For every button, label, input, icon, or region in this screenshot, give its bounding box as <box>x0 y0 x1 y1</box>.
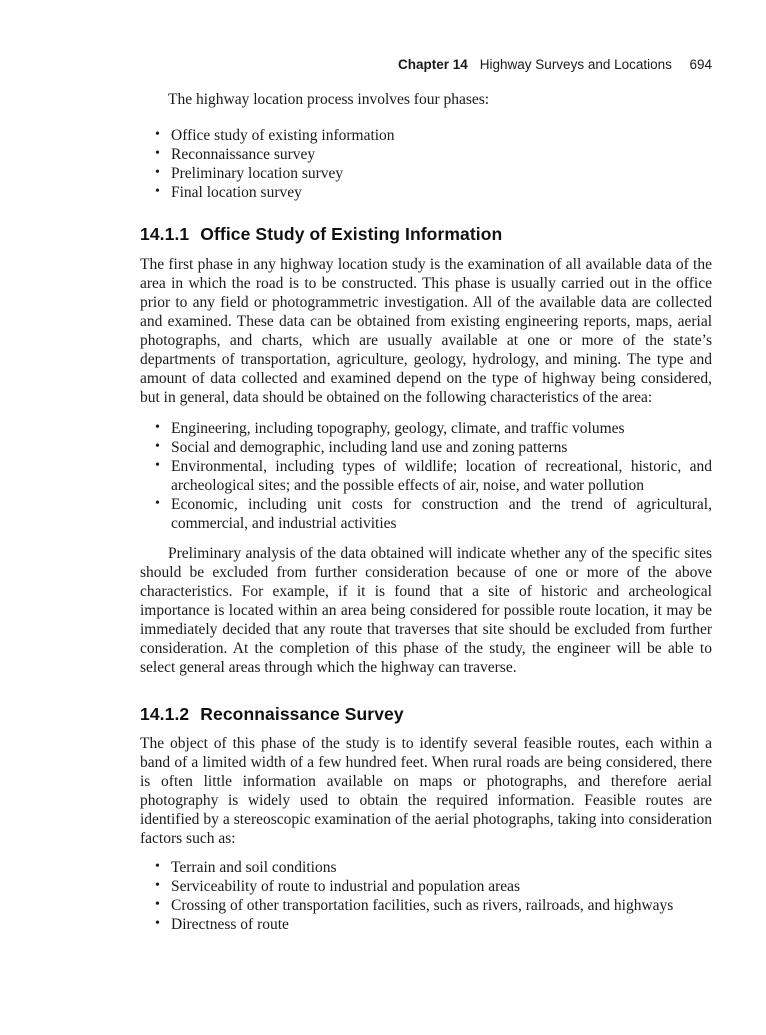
bullet-icon: • <box>155 127 160 142</box>
list-item <box>140 164 712 183</box>
section-heading-office-study <box>140 224 712 244</box>
list-item-text: Social and demographic, including land use and zoning patterns <box>171 439 568 456</box>
list-item-text: Directness of route <box>171 916 289 933</box>
list-item <box>140 438 712 457</box>
list-item-text: Reconnaissance survey <box>171 146 316 163</box>
list-item-text: Office study of existing information <box>171 127 395 144</box>
list-item <box>140 419 712 438</box>
list-item <box>140 896 712 915</box>
page-number: 694 <box>689 57 712 72</box>
bullet-icon: • <box>155 897 160 912</box>
bullet-icon: • <box>155 420 160 435</box>
route-factors-list <box>140 858 712 934</box>
list-item-text: Crossing of other transportation facilities, such as rivers, railroads, and highways <box>171 897 674 914</box>
bullet-icon: • <box>155 458 160 473</box>
reconnaissance-paragraph-1: The object of this phase of the study is to identify several feasible routes, each within a band of a limited width of a few hundred feet. When rural roads are being considered, there is often little information available on maps or photographs, and therefore aerial photography is widely used to obtain the required information. Feasible routes are identified by a stereoscopic examination of the aerial photographs, taking into consideration factors such as: <box>140 735 712 847</box>
bullet-icon: • <box>155 916 160 931</box>
bullet-icon: • <box>155 146 160 161</box>
chapter-label: Chapter 14 <box>398 57 468 72</box>
list-item-text: Environmental, including types of wildlife; location of recreational, historic, and archeological sites; and the possible effects of air, noise, and water pollution <box>171 458 712 494</box>
bullet-icon: • <box>155 439 160 454</box>
bullet-icon: • <box>155 165 160 180</box>
section-number: 14.1.2 <box>140 704 190 724</box>
area-characteristics-list <box>140 419 712 533</box>
section-number: 14.1.1 <box>140 224 190 244</box>
list-item <box>140 126 712 145</box>
chapter-title: Highway Surveys and Locations <box>479 57 672 72</box>
office-study-paragraph-2: Preliminary analysis of the data obtained will indicate whether any of the specific sites should be excluded from further consideration because of one or more of the above characteristics. For example, if it is found that a site of historic and archeological importance is located within an area being considered for possible route location, it may be immediately decided that any route that traverses that site should be excluded from further consideration. At the completion of this phase of the study, the engineer will be able to select general areas through which the highway can traverse. <box>140 545 712 676</box>
list-item <box>140 915 712 934</box>
page-header <box>140 57 712 72</box>
phases-list <box>140 126 712 202</box>
list-item-text: Preliminary location survey <box>171 165 344 182</box>
section-heading-reconnaissance <box>140 704 712 724</box>
bullet-icon: • <box>155 496 160 511</box>
list-item-text: Terrain and soil conditions <box>171 859 337 876</box>
section-title: Office Study of Existing Information <box>200 224 503 244</box>
section-title: Reconnaissance Survey <box>200 704 404 724</box>
list-item <box>140 877 712 896</box>
list-item-text: Engineering, including topography, geology, climate, and traffic volumes <box>171 420 625 437</box>
list-item-text: Final location survey <box>171 184 302 201</box>
bullet-icon: • <box>155 184 160 199</box>
list-item <box>140 457 712 495</box>
list-item <box>140 145 712 164</box>
list-item-text: Serviceability of route to industrial and population areas <box>171 878 521 895</box>
bullet-icon: • <box>155 878 160 893</box>
list-item <box>140 495 712 533</box>
intro-paragraph: The highway location process involves four phases: <box>168 91 490 108</box>
list-item-text: Economic, including unit costs for construction and the trend of agricultural, commercial, and industrial activities <box>171 496 712 532</box>
bullet-icon: • <box>155 859 160 874</box>
list-item <box>140 183 712 202</box>
office-study-paragraph-1: The first phase in any highway location study is the examination of all available data of the area in which the road is to be constructed. This phase is usually carried out in the office prior to any field or photogrammetric investigation. All of the available data are collected and examined. These data can be obtained from existing engineering reports, maps, aerial photographs, and charts, which are usually available at one or more of the state’s departments of transportation, agriculture, geology, hydrology, and mining. The type and amount of data collected and examined depend on the type of highway being considered, but in general, data should be obtained on the following characteristics of the area: <box>140 256 712 406</box>
list-item <box>140 858 712 877</box>
